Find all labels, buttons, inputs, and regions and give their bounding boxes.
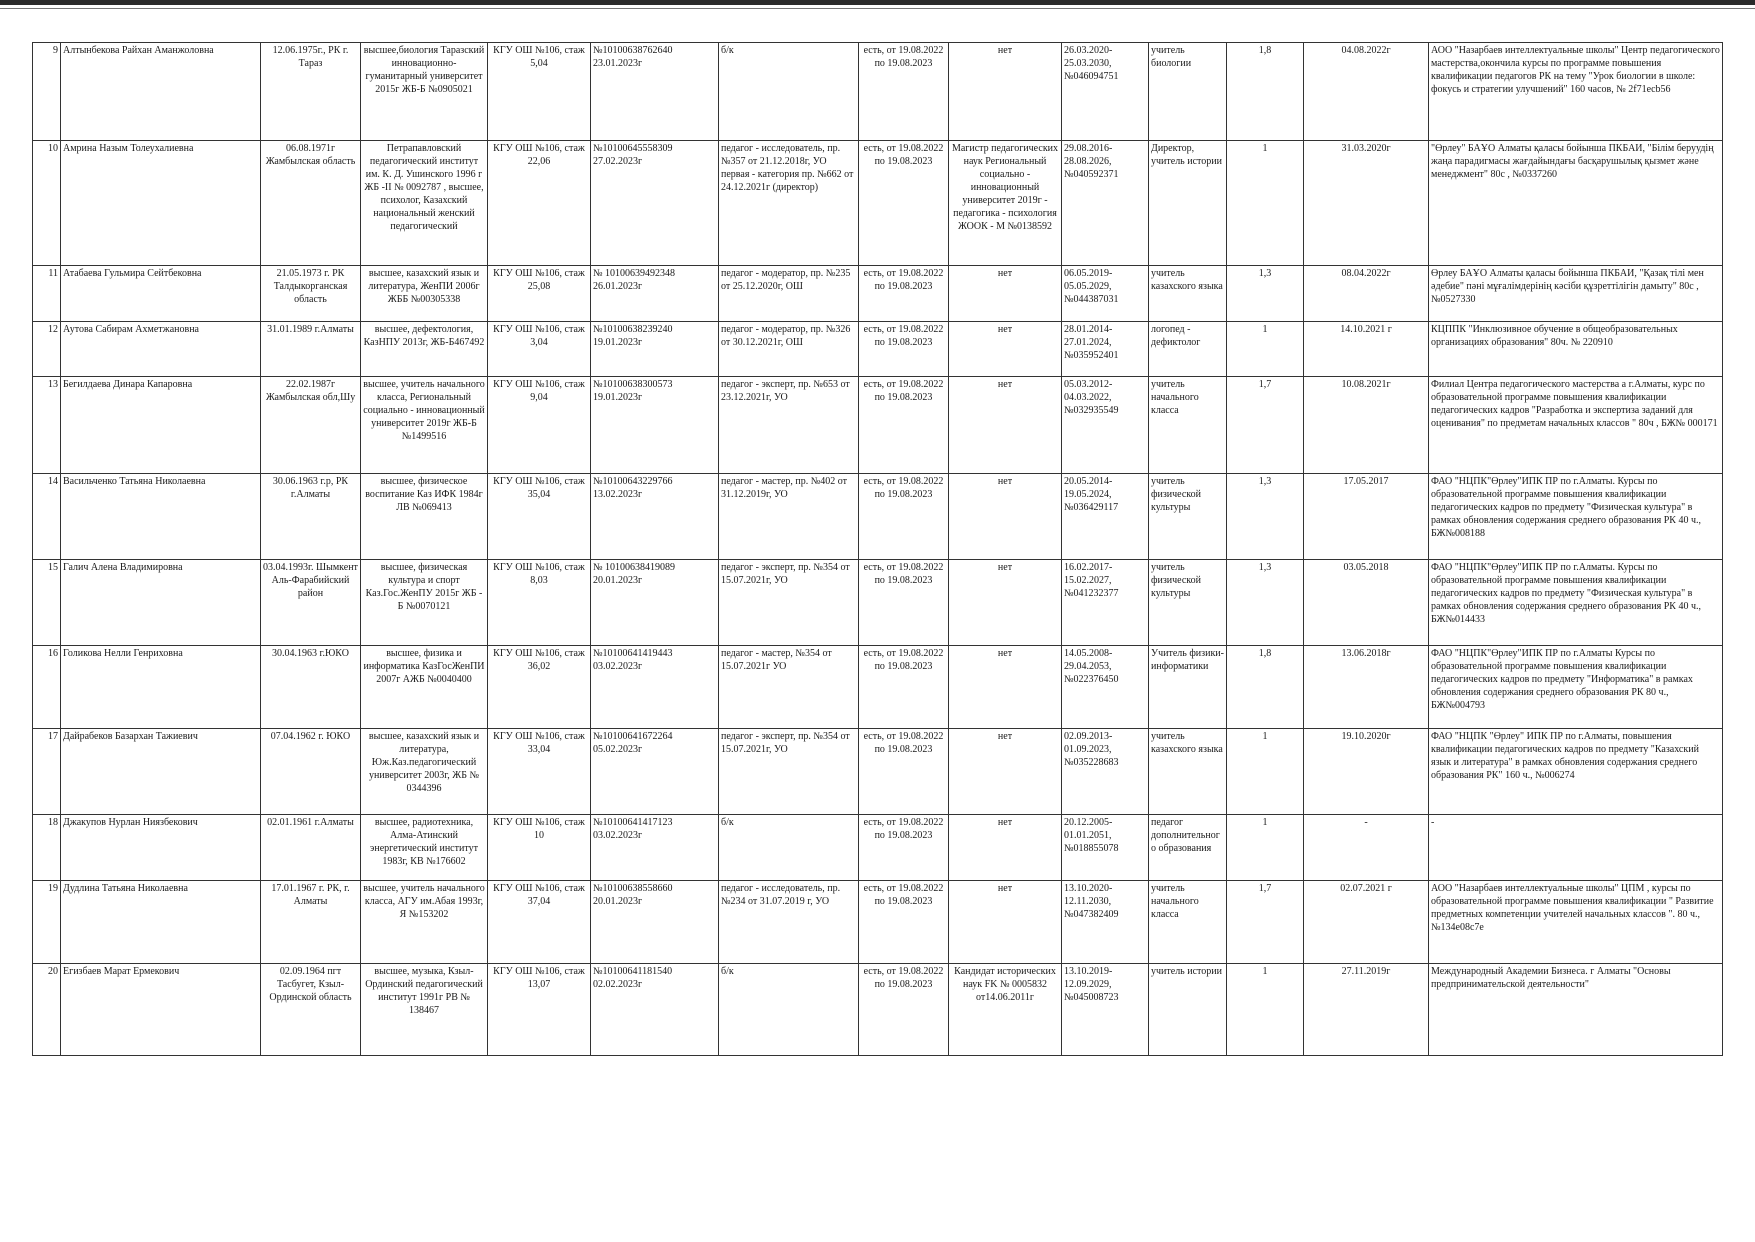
training-courses-cell: АОО "Назарбаев интеллектуальные школы" ЦПМ , курсы по образовательной программе повышения квалификации " Развитие предметных компетенции учителей начальных классов ". 80 ч., №134e08c7e bbox=[1429, 881, 1723, 964]
position-cell: педагог дополнительного образования bbox=[1149, 815, 1227, 881]
table-row bbox=[33, 815, 1723, 881]
availability-period-cell: есть, от 19.08.2022 по 19.08.2023 bbox=[859, 43, 949, 141]
full-name-cell: Дайрабеков Базархан Тажиевич bbox=[61, 729, 261, 815]
certificate-number-cell: №10100645558309 27.02.2023г bbox=[591, 141, 719, 266]
certificate-number-cell: № 10100639492348 26.01.2023г bbox=[591, 266, 719, 322]
workplace-experience-cell: КГУ ОШ №106, стаж 5,04 bbox=[488, 43, 591, 141]
validity-period-cell: 13.10.2019-12.09.2029, №045008723 bbox=[1062, 964, 1149, 1056]
table-row bbox=[33, 646, 1723, 729]
qualification-category-cell: педагог - эксперт, пр. №653 от 23.12.2021г, УО bbox=[719, 377, 859, 474]
validity-period-cell: 20.05.2014-19.05.2024, №036429117 bbox=[1062, 474, 1149, 560]
birth-date-place-cell: 06.08.1971г Жамбылская область bbox=[261, 141, 361, 266]
qualification-category-cell: педагог - мастер, №354 от 15.07.2021г УО bbox=[719, 646, 859, 729]
course-date-cell: 27.11.2019г bbox=[1304, 964, 1429, 1056]
certificate-number-cell: №10100638558660 20.01.2023г bbox=[591, 881, 719, 964]
table-row bbox=[33, 881, 1723, 964]
position-cell: учитель начального класса bbox=[1149, 881, 1227, 964]
birth-date-place-cell: 21.05.1973 г. РК Талдыкорганская область bbox=[261, 266, 361, 322]
table-row bbox=[33, 729, 1723, 815]
education-cell: высшее, музыка, Кзыл- Ординский педагогический институт 1991г РВ № 138467 bbox=[361, 964, 488, 1056]
workload-rate-cell: 1 bbox=[1227, 815, 1304, 881]
availability-period-cell: есть, от 19.08.2022 по 19.08.2023 bbox=[859, 560, 949, 646]
qualification-category-cell: педагог - мастер, пр. №402 от 31.12.2019г, УО bbox=[719, 474, 859, 560]
workload-rate-cell: 1,8 bbox=[1227, 43, 1304, 141]
validity-period-cell: 16.02.2017-15.02.2027, №041232377 bbox=[1062, 560, 1149, 646]
certificate-number-cell: №10100641181540 02.02.2023г bbox=[591, 964, 719, 1056]
academic-degree-cell: нет bbox=[949, 815, 1062, 881]
education-cell: высшее, физика и информатика КазГосЖенПИ 2007г АЖБ №0040400 bbox=[361, 646, 488, 729]
academic-degree-cell: нет bbox=[949, 646, 1062, 729]
table-row bbox=[33, 964, 1723, 1056]
certificate-number-cell: №10100638239240 19.01.2023г bbox=[591, 322, 719, 377]
validity-period-cell: 14.05.2008-29.04.2053, №022376450 bbox=[1062, 646, 1149, 729]
course-date-cell: 10.08.2021г bbox=[1304, 377, 1429, 474]
validity-period-cell: 20.12.2005-01.01.2051, №018855078 bbox=[1062, 815, 1149, 881]
academic-degree-cell: Магистр педагогических наук Региональный социально - инновационный университет 2019г - педагогика - психология ЖООК - М №0138592 bbox=[949, 141, 1062, 266]
education-cell: высшее, радиотехника, Алма-Атинский энергетический институт 1983г, КВ №176602 bbox=[361, 815, 488, 881]
certificate-number-cell: №10100641672264 05.02.2023г bbox=[591, 729, 719, 815]
row-number-cell: 14 bbox=[33, 474, 61, 560]
availability-period-cell: есть, от 19.08.2022 по 19.08.2023 bbox=[859, 881, 949, 964]
course-date-cell: 04.08.2022г bbox=[1304, 43, 1429, 141]
birth-date-place-cell: 31.01.1989 г.Алматы bbox=[261, 322, 361, 377]
birth-date-place-cell: 02.01.1961 г.Алматы bbox=[261, 815, 361, 881]
table-row bbox=[33, 377, 1723, 474]
qualification-category-cell: б/к bbox=[719, 964, 859, 1056]
workplace-experience-cell: КГУ ОШ №106, стаж 22,06 bbox=[488, 141, 591, 266]
table-row bbox=[33, 141, 1723, 266]
row-number-cell: 11 bbox=[33, 266, 61, 322]
row-number-cell: 9 bbox=[33, 43, 61, 141]
academic-degree-cell: нет bbox=[949, 474, 1062, 560]
validity-period-cell: 05.03.2012-04.03.2022, №032935549 bbox=[1062, 377, 1149, 474]
course-date-cell: 19.10.2020г bbox=[1304, 729, 1429, 815]
training-courses-cell: Международный Академии Бизнеса. г Алматы "Основы предпринимательской деятельности" bbox=[1429, 964, 1723, 1056]
education-cell: высшее, учитель начального класса, АГУ им.Абая 1993г, Я №153202 bbox=[361, 881, 488, 964]
workplace-experience-cell: КГУ ОШ №106, стаж 3,04 bbox=[488, 322, 591, 377]
full-name-cell: Галич Алена Владимировна bbox=[61, 560, 261, 646]
workload-rate-cell: 1,3 bbox=[1227, 474, 1304, 560]
birth-date-place-cell: 07.04.1962 г. ЮКО bbox=[261, 729, 361, 815]
birth-date-place-cell: 30.04.1963 г.ЮКО bbox=[261, 646, 361, 729]
workplace-experience-cell: КГУ ОШ №106, стаж 25,08 bbox=[488, 266, 591, 322]
workplace-experience-cell: КГУ ОШ №106, стаж 13,07 bbox=[488, 964, 591, 1056]
training-courses-cell: АОО "Назарбаев интеллектуальные школы" Центр педагогического мастерства,окончила курсы по программе повышения квалификации педагогов РК на тему "Урок биологии в школе: фокусь и стратегии улучшений" 160 часов, № 2f71ecb56 bbox=[1429, 43, 1723, 141]
birth-date-place-cell: 02.09.1964 пгт Тасбугет, Кзыл-Ординской область bbox=[261, 964, 361, 1056]
position-cell: учитель истории bbox=[1149, 964, 1227, 1056]
position-cell: логопед - дефиктолог bbox=[1149, 322, 1227, 377]
availability-period-cell: есть, от 19.08.2022 по 19.08.2023 bbox=[859, 474, 949, 560]
row-number-cell: 16 bbox=[33, 646, 61, 729]
course-date-cell: 02.07.2021 г bbox=[1304, 881, 1429, 964]
row-number-cell: 13 bbox=[33, 377, 61, 474]
birth-date-place-cell: 22.02.1987г Жамбылская обл,Шу bbox=[261, 377, 361, 474]
qualification-category-cell: педагог - модератор, пр. №326 от 30.12.2021г, ОШ bbox=[719, 322, 859, 377]
availability-period-cell: есть, от 19.08.2022 по 19.08.2023 bbox=[859, 646, 949, 729]
education-cell: Петрапавловский педагогический институт им. К. Д. Ушинского 1996 г ЖБ -II № 0092787 , высшее, психолог, Казахский национальный женский педагогический bbox=[361, 141, 488, 266]
training-courses-cell: КЦППК "Инклюзивное обучение в общеобразовательных организациях образования" 80ч. № 220910 bbox=[1429, 322, 1723, 377]
training-courses-cell: - bbox=[1429, 815, 1723, 881]
education-cell: высшее, физическая культура и спорт Каз.Гос.ЖенПУ 2015г ЖБ - Б №0070121 bbox=[361, 560, 488, 646]
workload-rate-cell: 1,3 bbox=[1227, 560, 1304, 646]
academic-degree-cell: нет bbox=[949, 43, 1062, 141]
certificate-number-cell: №10100643229766 13.02.2023г bbox=[591, 474, 719, 560]
academic-degree-cell: нет bbox=[949, 322, 1062, 377]
certificate-number-cell: №10100641419443 03.02.2023г bbox=[591, 646, 719, 729]
validity-period-cell: 13.10.2020-12.11.2030, №047382409 bbox=[1062, 881, 1149, 964]
availability-period-cell: есть, от 19.08.2022 по 19.08.2023 bbox=[859, 815, 949, 881]
row-number-cell: 19 bbox=[33, 881, 61, 964]
education-cell: высшее,биология Таразский инновационно-гуманитарный университет 2015г ЖБ-Б №0905021 bbox=[361, 43, 488, 141]
workload-rate-cell: 1,7 bbox=[1227, 377, 1304, 474]
full-name-cell: Бегилдаева Динара Капаровна bbox=[61, 377, 261, 474]
training-courses-cell: "Өрлеу" БАҰО Алматы қаласы бойынша ПКБАИ, "Білім беруудің жаңа парадигмасы жағдайындағы басқарушылық қызмет және менеджмент" 80с , №0337260 bbox=[1429, 141, 1723, 266]
birth-date-place-cell: 03.04.1993г. Шымкент Аль-Фарабийский район bbox=[261, 560, 361, 646]
full-name-cell: Васильченко Татьяна Николаевна bbox=[61, 474, 261, 560]
education-cell: высшее, казахский язык и литература, ЖенПИ 2006г ЖББ №00305338 bbox=[361, 266, 488, 322]
birth-date-place-cell: 30.06.1963 г.р, РК г.Алматы bbox=[261, 474, 361, 560]
qualification-category-cell: б/к bbox=[719, 815, 859, 881]
position-cell: Учитель физики-информатики bbox=[1149, 646, 1227, 729]
education-cell: высшее, физическое воспитание Каз ИФК 1984г ЛВ №069413 bbox=[361, 474, 488, 560]
training-courses-cell: ФАО "НЦПК"Өрлеу"ИПК ПР по г.Алматы. Курсы по образовательной программе повышения квалификации педагогических кадров по предмету "Физическая культура" в рамках обновления содержания среднего образования РК 40 ч., БЖ№008188 bbox=[1429, 474, 1723, 560]
certificate-number-cell: №10100641417123 03.02.2023г bbox=[591, 815, 719, 881]
training-courses-cell: Филиал Центра педагогического мастерства а г.Алматы, курс по образовательной программе повышения квалификации педагогических кадров "Разработка и экспертиза заданий для оценивания" по предметам начальных классов " 80ч , БЖ№ 000171 bbox=[1429, 377, 1723, 474]
course-date-cell: 13.06.2018г bbox=[1304, 646, 1429, 729]
row-number-cell: 10 bbox=[33, 141, 61, 266]
table-row bbox=[33, 266, 1723, 322]
workplace-experience-cell: КГУ ОШ №106, стаж 10 bbox=[488, 815, 591, 881]
workplace-experience-cell: КГУ ОШ №106, стаж 8,03 bbox=[488, 560, 591, 646]
validity-period-cell: 29.08.2016-28.08.2026, №040592371 bbox=[1062, 141, 1149, 266]
qualification-category-cell: педагог - модератор, пр. №235 от 25.12.2020г, ОШ bbox=[719, 266, 859, 322]
qualification-category-cell: б/к bbox=[719, 43, 859, 141]
full-name-cell: Алтынбекова Райхан Аманжоловна bbox=[61, 43, 261, 141]
position-cell: учитель физической культуры bbox=[1149, 474, 1227, 560]
scan-top-border-thin bbox=[0, 8, 1755, 9]
course-date-cell: 17.05.2017 bbox=[1304, 474, 1429, 560]
position-cell: учитель физической культуры bbox=[1149, 560, 1227, 646]
full-name-cell: Джакупов Нурлан Ниязбекович bbox=[61, 815, 261, 881]
workplace-experience-cell: КГУ ОШ №106, стаж 37,04 bbox=[488, 881, 591, 964]
row-number-cell: 18 bbox=[33, 815, 61, 881]
workload-rate-cell: 1,3 bbox=[1227, 266, 1304, 322]
course-date-cell: 14.10.2021 г bbox=[1304, 322, 1429, 377]
availability-period-cell: есть, от 19.08.2022 по 19.08.2023 bbox=[859, 729, 949, 815]
birth-date-place-cell: 12.06.1975г., РК г. Тараз bbox=[261, 43, 361, 141]
workload-rate-cell: 1,7 bbox=[1227, 881, 1304, 964]
position-cell: учитель казахского языка bbox=[1149, 266, 1227, 322]
staff-registry-table bbox=[32, 42, 1723, 1056]
certificate-number-cell: №10100638762640 23.01.2023г bbox=[591, 43, 719, 141]
course-date-cell: 03.05.2018 bbox=[1304, 560, 1429, 646]
academic-degree-cell: нет bbox=[949, 729, 1062, 815]
availability-period-cell: есть, от 19.08.2022 по 19.08.2023 bbox=[859, 322, 949, 377]
workload-rate-cell: 1 bbox=[1227, 141, 1304, 266]
position-cell: учитель начального класса bbox=[1149, 377, 1227, 474]
course-date-cell: 31.03.2020г bbox=[1304, 141, 1429, 266]
position-cell: учитель казахского языка bbox=[1149, 729, 1227, 815]
position-cell: учитель биологии bbox=[1149, 43, 1227, 141]
course-date-cell: 08.04.2022г bbox=[1304, 266, 1429, 322]
availability-period-cell: есть, от 19.08.2022 по 19.08.2023 bbox=[859, 964, 949, 1056]
academic-degree-cell: нет bbox=[949, 881, 1062, 964]
full-name-cell: Егизбаев Марат Ермекович bbox=[61, 964, 261, 1056]
workplace-experience-cell: КГУ ОШ №106, стаж 9,04 bbox=[488, 377, 591, 474]
availability-period-cell: есть, от 19.08.2022 по 19.08.2023 bbox=[859, 141, 949, 266]
validity-period-cell: 06.05.2019-05.05.2029, №044387031 bbox=[1062, 266, 1149, 322]
qualification-category-cell: педагог - исследователь, пр.№357 от 21.12.2018г, УО первая - категория пр. №662 от 24.12.2021г (директор) bbox=[719, 141, 859, 266]
workload-rate-cell: 1 bbox=[1227, 964, 1304, 1056]
qualification-category-cell: педагог - эксперт, пр. №354 от 15.07.2021г, УО bbox=[719, 729, 859, 815]
row-number-cell: 12 bbox=[33, 322, 61, 377]
education-cell: высшее, учитель начального класса, Региональный социально - инновационный университет 2019г ЖБ-Б №1499516 bbox=[361, 377, 488, 474]
availability-period-cell: есть, от 19.08.2022 по 19.08.2023 bbox=[859, 266, 949, 322]
availability-period-cell: есть, от 19.08.2022 по 19.08.2023 bbox=[859, 377, 949, 474]
full-name-cell: Атабаева Гульмира Сейтбековна bbox=[61, 266, 261, 322]
full-name-cell: Амрина Назым Толеухалиевна bbox=[61, 141, 261, 266]
training-courses-cell: ФАО "НЦПК "Өрлеу" ИПК ПР по г.Алматы, повышения квалификации педагогических кадров по предмету "Казахский язык и литература" в рамках обновления содержания среднего образования РК" 160 ч., №006274 bbox=[1429, 729, 1723, 815]
certificate-number-cell: №10100638300573 19.01.2023г bbox=[591, 377, 719, 474]
table-row bbox=[33, 474, 1723, 560]
academic-degree-cell: нет bbox=[949, 560, 1062, 646]
course-date-cell: - bbox=[1304, 815, 1429, 881]
workload-rate-cell: 1,8 bbox=[1227, 646, 1304, 729]
full-name-cell: Аутова Сабирам Ахметжановна bbox=[61, 322, 261, 377]
training-courses-cell: Өрлеу БАҰО Алматы қаласы бойынша ПКБАИ, "Қазақ тілі мен әдебие" пәні мұғалімдерінің кәсіби құзреттілігін дамыту" 80с , №0527330 bbox=[1429, 266, 1723, 322]
birth-date-place-cell: 17.01.1967 г. РК, г. Алматы bbox=[261, 881, 361, 964]
certificate-number-cell: № 10100638419089 20.01.2023г bbox=[591, 560, 719, 646]
full-name-cell: Голикова Нелли Генриховна bbox=[61, 646, 261, 729]
row-number-cell: 20 bbox=[33, 964, 61, 1056]
workplace-experience-cell: КГУ ОШ №106, стаж 35,04 bbox=[488, 474, 591, 560]
workplace-experience-cell: КГУ ОШ №106, стаж 33,04 bbox=[488, 729, 591, 815]
academic-degree-cell: нет bbox=[949, 266, 1062, 322]
training-courses-cell: ФАО "НЦПК"Өрлеу"ИПК ПР по г.Алматы Курсы по образовательной программе повышения квалификации педагогических кадров по предмету "Информатика" в рамках обновления содержания среднего образования РК 80 ч., БЖ№004793 bbox=[1429, 646, 1723, 729]
validity-period-cell: 26.03.2020-25.03.2030, №046094751 bbox=[1062, 43, 1149, 141]
education-cell: высшее, казахский язык и литература, Юж.Каз.педагогический университет 2003г, ЖБ № 0344396 bbox=[361, 729, 488, 815]
validity-period-cell: 28.01.2014-27.01.2024, №035952401 bbox=[1062, 322, 1149, 377]
table-row bbox=[33, 43, 1723, 141]
education-cell: высшее, дефектология, КазНПУ 2013г, ЖБ-Б467492 bbox=[361, 322, 488, 377]
table-row bbox=[33, 560, 1723, 646]
academic-degree-cell: нет bbox=[949, 377, 1062, 474]
workplace-experience-cell: КГУ ОШ №106, стаж 36,02 bbox=[488, 646, 591, 729]
row-number-cell: 17 bbox=[33, 729, 61, 815]
qualification-category-cell: педагог - исследователь, пр.№234 от 31.07.2019 г, УО bbox=[719, 881, 859, 964]
academic-degree-cell: Кандидат исторических наук FK № 0005832 от14.06.2011г bbox=[949, 964, 1062, 1056]
workload-rate-cell: 1 bbox=[1227, 322, 1304, 377]
qualification-category-cell: педагог - эксперт, пр. №354 от 15.07.2021г, УО bbox=[719, 560, 859, 646]
full-name-cell: Дудлина Татьяна Николаевна bbox=[61, 881, 261, 964]
row-number-cell: 15 bbox=[33, 560, 61, 646]
table-row bbox=[33, 322, 1723, 377]
workload-rate-cell: 1 bbox=[1227, 729, 1304, 815]
scan-top-border bbox=[0, 0, 1755, 5]
validity-period-cell: 02.09.2013-01.09.2023, №035228683 bbox=[1062, 729, 1149, 815]
position-cell: Директор, учитель истории bbox=[1149, 141, 1227, 266]
training-courses-cell: ФАО "НЦПК"Өрлеу"ИПК ПР по г.Алматы. Курсы по образовательной программе повышения квалификации педагогических кадров по предмету "Физическая культура" в рамках обновления содержания среднего образования РК 40 ч., БЖ№014433 bbox=[1429, 560, 1723, 646]
